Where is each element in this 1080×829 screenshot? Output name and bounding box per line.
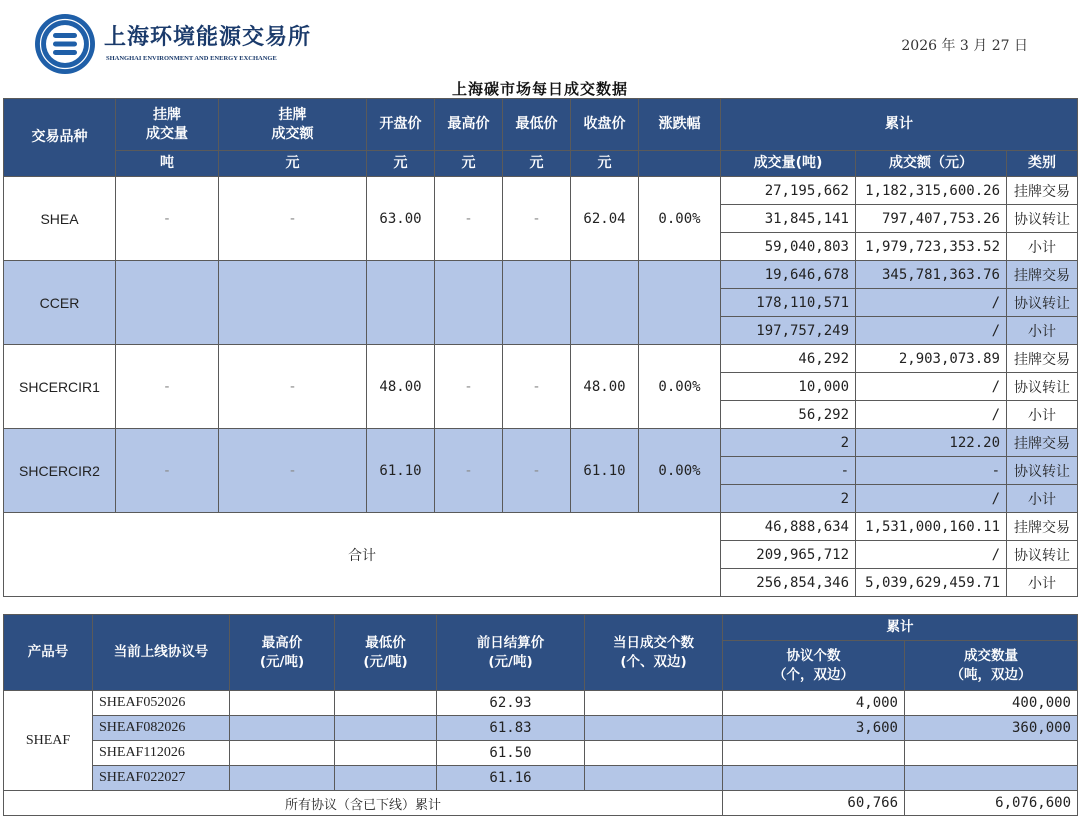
table-row xyxy=(4,177,1078,205)
total-volume: 209,965,712 xyxy=(721,541,856,569)
daily-deals xyxy=(585,691,723,716)
total-row xyxy=(4,791,1078,816)
deal-qty xyxy=(905,741,1078,766)
listed-volume: - xyxy=(116,345,219,429)
cum-amount: 1,182,315,600.26 xyxy=(856,177,1007,205)
cum-volume: 197,757,249 xyxy=(721,317,856,345)
unit-yuan: 元 xyxy=(571,151,639,177)
total-volume: 46,888,634 xyxy=(721,513,856,541)
cum-volume: 27,195,662 xyxy=(721,177,856,205)
cum-amount: 122.20 xyxy=(856,429,1007,457)
change-pct: 0.00% xyxy=(639,345,721,429)
cum-type: 小计 xyxy=(1007,317,1078,345)
high-price xyxy=(230,716,335,741)
total-type: 协议转让 xyxy=(1007,541,1078,569)
deal-qty: 400,000 xyxy=(905,691,1078,716)
settle-price: 61.50 xyxy=(437,741,585,766)
org-name-en: SHANGHAI ENVIRONMENT AND ENERGY EXCHANGE xyxy=(106,55,277,62)
listed-amount: - xyxy=(219,345,367,429)
daily-deals xyxy=(585,716,723,741)
change-pct xyxy=(639,261,721,345)
listed-amount: - xyxy=(219,429,367,513)
col-high: 最高价 xyxy=(435,99,503,151)
cum-volume: 19,646,678 xyxy=(721,261,856,289)
close-price xyxy=(571,261,639,345)
col-cum-type: 类别 xyxy=(1007,151,1078,177)
col-listed-volume: 挂牌 成交量 xyxy=(116,99,219,151)
close-price: 48.00 xyxy=(571,345,639,429)
cum-volume: 10,000 xyxy=(721,373,856,401)
total-type: 小计 xyxy=(1007,569,1078,597)
page-header xyxy=(0,0,1080,100)
exchange-logo-icon xyxy=(34,13,96,75)
cum-volume: 31,845,141 xyxy=(721,205,856,233)
total-label: 所有协议（含已下线）累计 xyxy=(4,791,723,816)
contract-count xyxy=(723,766,905,791)
listed-volume xyxy=(116,261,219,345)
contract-count: 3,600 xyxy=(723,716,905,741)
total-amount: 5,039,629,459.71 xyxy=(856,569,1007,597)
col-product-no: 产品号 xyxy=(4,615,93,691)
open-price: 61.10 xyxy=(367,429,435,513)
cum-amount: / xyxy=(856,289,1007,317)
cum-type: 协议转让 xyxy=(1007,373,1078,401)
cum-amount: / xyxy=(856,485,1007,513)
contract-id: SHEAF082026 xyxy=(93,716,230,741)
col-contract: 当前上线协议号 xyxy=(93,615,230,691)
high-price: - xyxy=(435,429,503,513)
close-price: 61.10 xyxy=(571,429,639,513)
col-cumulative: 累计 xyxy=(721,99,1078,151)
cum-type: 小计 xyxy=(1007,401,1078,429)
low-price xyxy=(335,691,437,716)
cum-amount: / xyxy=(856,317,1007,345)
listed-volume: - xyxy=(116,429,219,513)
cum-type: 挂牌交易 xyxy=(1007,345,1078,373)
low-price xyxy=(335,741,437,766)
unit-yuan: 元 xyxy=(219,151,367,177)
low-price: - xyxy=(503,429,571,513)
product-name: SHEA xyxy=(4,177,116,261)
unit-blank xyxy=(639,151,721,177)
open-price: 63.00 xyxy=(367,177,435,261)
unit-yuan: 元 xyxy=(435,151,503,177)
col-low-price: 最低价 (元/吨) xyxy=(335,615,437,691)
col-close: 收盘价 xyxy=(571,99,639,151)
col-change: 涨跌幅 xyxy=(639,99,721,151)
cum-type: 协议转让 xyxy=(1007,289,1078,317)
table-row xyxy=(4,716,1078,741)
table-row xyxy=(4,345,1078,373)
cum-amount: 2,903,073.89 xyxy=(856,345,1007,373)
total-row xyxy=(4,513,1078,541)
total-amount: / xyxy=(856,541,1007,569)
col-open: 开盘价 xyxy=(367,99,435,151)
cum-amount: 1,979,723,353.52 xyxy=(856,233,1007,261)
col-cum-volume: 成交量(吨) xyxy=(721,151,856,177)
product-name: SHCERCIR1 xyxy=(4,345,116,429)
report-date: 2026 年 3 月 27 日 xyxy=(901,38,1028,54)
cum-type: 协议转让 xyxy=(1007,457,1078,485)
product-code: SHEAF xyxy=(4,691,93,791)
unit-yuan: 元 xyxy=(503,151,571,177)
col-deal-qty: 成交数量 （吨，双边） xyxy=(905,641,1078,691)
cum-amount: / xyxy=(856,401,1007,429)
col-listed-amount: 挂牌 成交额 xyxy=(219,99,367,151)
col-settle-price: 前日结算价 (元/吨) xyxy=(437,615,585,691)
futures-table xyxy=(3,614,1078,816)
close-price: 62.04 xyxy=(571,177,639,261)
product-name: CCER xyxy=(4,261,116,345)
cum-volume: 2 xyxy=(721,429,856,457)
cum-type: 小计 xyxy=(1007,485,1078,513)
cum-volume: - xyxy=(721,457,856,485)
high-price xyxy=(230,691,335,716)
cum-volume: 46,292 xyxy=(721,345,856,373)
high-price: - xyxy=(435,177,503,261)
settle-price: 61.83 xyxy=(437,716,585,741)
settle-price: 61.16 xyxy=(437,766,585,791)
change-pct: 0.00% xyxy=(639,177,721,261)
carbon-market-table xyxy=(3,98,1078,597)
settle-price: 62.93 xyxy=(437,691,585,716)
change-pct: 0.00% xyxy=(639,429,721,513)
low-price: - xyxy=(503,345,571,429)
total-label: 合计 xyxy=(4,513,721,597)
high-price xyxy=(435,261,503,345)
cum-amount: - xyxy=(856,457,1007,485)
col-daily-deals: 当日成交个数 (个、双边) xyxy=(585,615,723,691)
low-price: - xyxy=(503,177,571,261)
cum-amount: / xyxy=(856,373,1007,401)
table-row xyxy=(4,429,1078,457)
contract-id: SHEAF022027 xyxy=(93,766,230,791)
listed-amount xyxy=(219,261,367,345)
contract-id: SHEAF052026 xyxy=(93,691,230,716)
total-amount: 1,531,000,160.11 xyxy=(856,513,1007,541)
total-volume: 256,854,346 xyxy=(721,569,856,597)
table-row xyxy=(4,691,1078,716)
daily-deals xyxy=(585,741,723,766)
listed-amount: - xyxy=(219,177,367,261)
high-price xyxy=(230,766,335,791)
high-price: - xyxy=(435,345,503,429)
cum-amount: 345,781,363.76 xyxy=(856,261,1007,289)
high-price xyxy=(230,741,335,766)
col-cumulative2: 累计 xyxy=(723,615,1078,641)
daily-deals xyxy=(585,766,723,791)
cum-type: 挂牌交易 xyxy=(1007,261,1078,289)
contract-count xyxy=(723,741,905,766)
cum-volume: 2 xyxy=(721,485,856,513)
open-price: 48.00 xyxy=(367,345,435,429)
col-low: 最低价 xyxy=(503,99,571,151)
col-product: 交易品种 xyxy=(4,99,116,177)
cum-type: 协议转让 xyxy=(1007,205,1078,233)
open-price xyxy=(367,261,435,345)
total-qty: 6,076,600 xyxy=(905,791,1078,816)
low-price xyxy=(335,766,437,791)
cum-type: 小计 xyxy=(1007,233,1078,261)
table-row xyxy=(4,741,1078,766)
col-cum-amount: 成交额（元） xyxy=(856,151,1007,177)
low-price xyxy=(335,716,437,741)
col-high-price: 最高价 (元/吨) xyxy=(230,615,335,691)
product-name: SHCERCIR2 xyxy=(4,429,116,513)
cum-volume: 56,292 xyxy=(721,401,856,429)
report-title: 上海碳市场每日成交数据 xyxy=(451,80,628,98)
table-row xyxy=(4,766,1078,791)
cum-volume: 178,110,571 xyxy=(721,289,856,317)
cum-type: 挂牌交易 xyxy=(1007,177,1078,205)
cum-type: 挂牌交易 xyxy=(1007,429,1078,457)
table-row xyxy=(4,261,1078,289)
unit-ton: 吨 xyxy=(116,151,219,177)
cum-volume: 59,040,803 xyxy=(721,233,856,261)
contract-id: SHEAF112026 xyxy=(93,741,230,766)
unit-yuan: 元 xyxy=(367,151,435,177)
total-count: 60,766 xyxy=(723,791,905,816)
listed-volume: - xyxy=(116,177,219,261)
low-price xyxy=(503,261,571,345)
deal-qty: 360,000 xyxy=(905,716,1078,741)
col-contract-count: 协议个数 （个，双边） xyxy=(723,641,905,691)
cum-amount: 797,407,753.26 xyxy=(856,205,1007,233)
org-name-cn: 上海环境能源交易所 xyxy=(104,24,312,50)
total-type: 挂牌交易 xyxy=(1007,513,1078,541)
deal-qty xyxy=(905,766,1078,791)
contract-count: 4,000 xyxy=(723,691,905,716)
